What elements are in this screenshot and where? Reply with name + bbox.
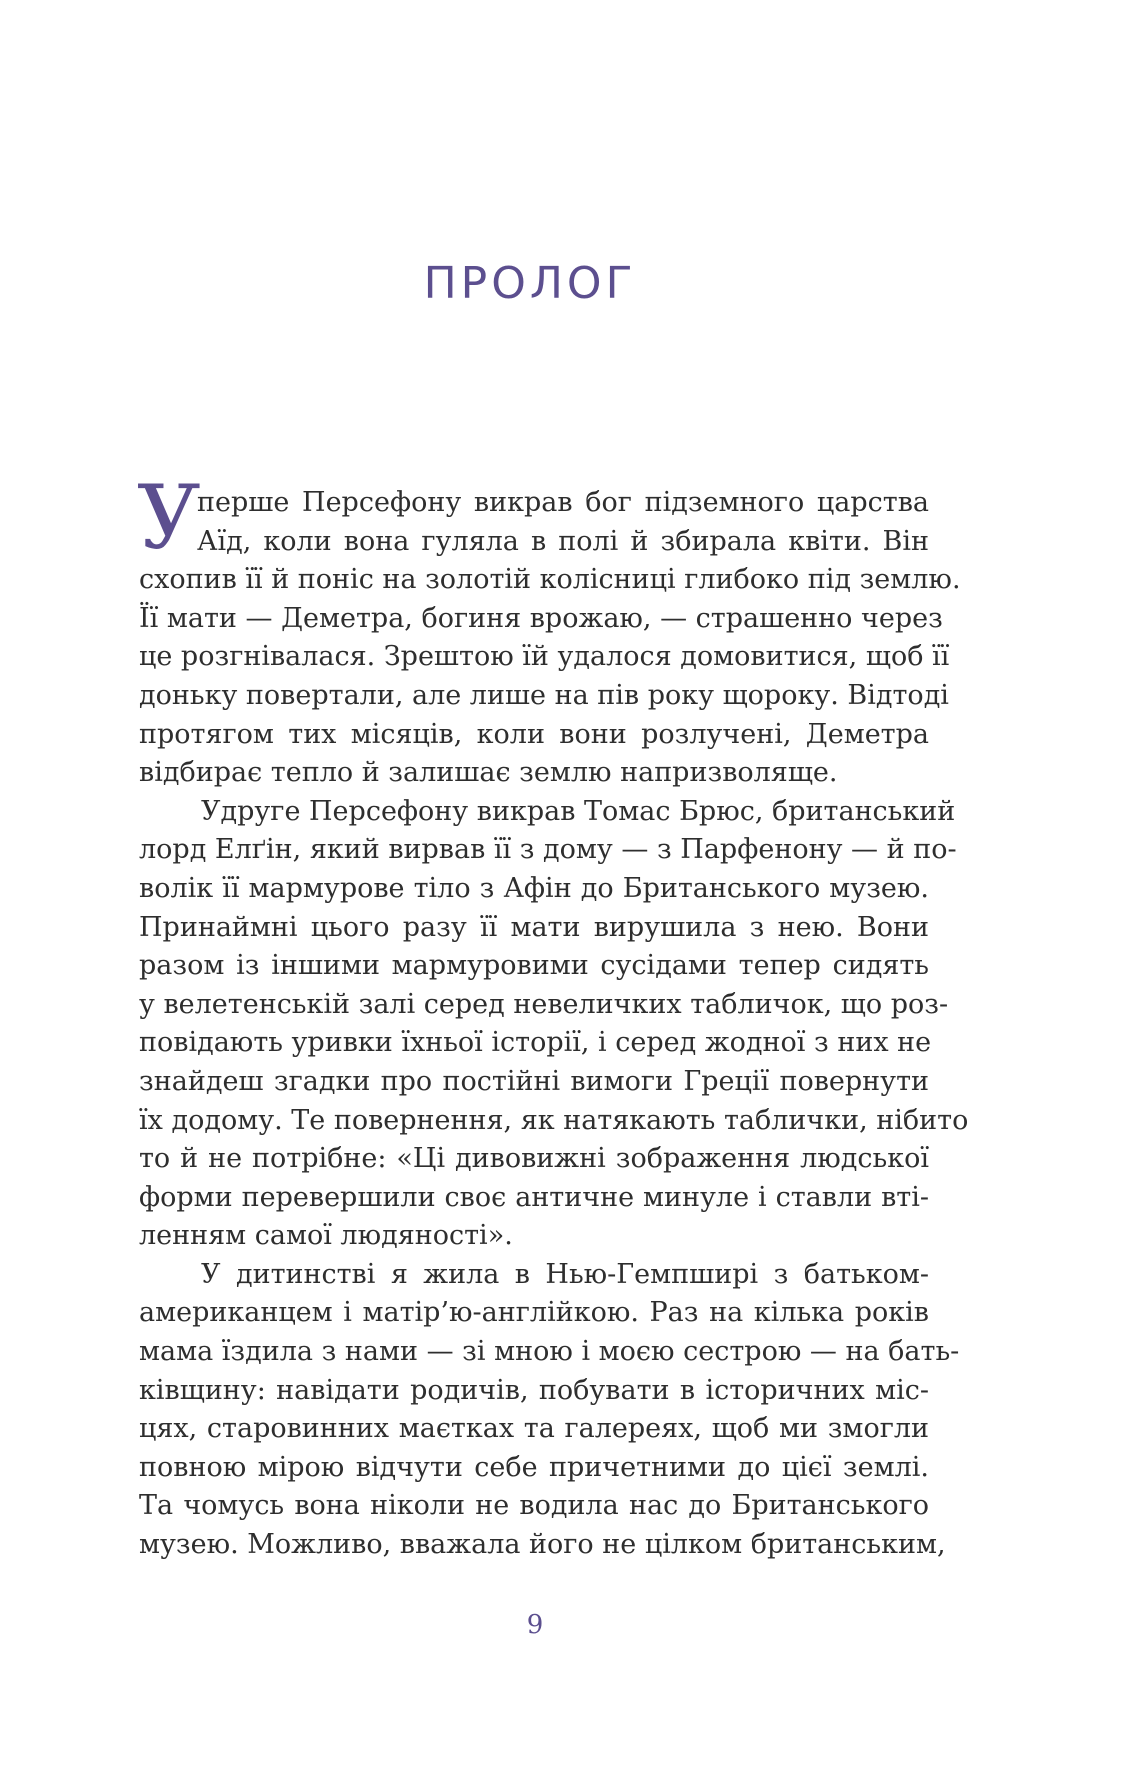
page-number: 9 xyxy=(526,1610,544,1640)
text-line: повідають уривки їхньої історії, і серед жодної з них не xyxy=(139,1027,932,1059)
text-line: то й не потрібне: «Ці дивовижні зображення людської xyxy=(139,1143,929,1175)
text-line: Удруге Персефону викрав Томас Брюс, британський xyxy=(201,795,956,827)
text-line: цях, старовинних маєтках та галереях, щоб ми змогли xyxy=(139,1413,929,1445)
text-line: лорд Елґін, який вирвав її з дому — з Парфенону — й по- xyxy=(139,834,957,866)
text-line: знайдеш згадки про постійні вимоги Греції повернути xyxy=(139,1065,929,1097)
text-line: Принаймні цього разу її мати вирушила з нею. Вони xyxy=(139,911,929,943)
text-line: мама їздила з нами — зі мною і моєю сестрою — на бать- xyxy=(139,1336,960,1368)
text-line: форми перевершили своє античне минуле і ставли вті- xyxy=(139,1181,929,1213)
text-line: їх додому. Те повернення, як натякають таблички, нібито xyxy=(139,1104,969,1136)
text-line: ківщину: навідати родичів, побувати в історичних міс- xyxy=(139,1374,929,1406)
text-line: Її мати — Деметра, богиня врожаю, — страшенно через xyxy=(139,602,943,634)
text-line: схопив її й поніс на золотій колісниці глибоко під землю. xyxy=(139,564,961,596)
body-text xyxy=(137,466,969,1565)
text-line: доньку повертали, але лише на пів року щороку. Відтоді xyxy=(139,679,949,711)
text-line: це розгнівалася. Зрештою їй удалося домовитися, щоб її xyxy=(139,641,950,673)
text-line: У дитинстві я жила в Нью-Гемпширі з батьком- xyxy=(201,1258,929,1290)
text-line: протягом тих місяців, коли вони розлучені, Деметра xyxy=(139,718,929,750)
text-line: повною мірою відчути себе причетними до цієї землі. xyxy=(139,1451,929,1483)
text-line: американцем і матір’ю-англійкою. Раз на кілька років xyxy=(139,1297,929,1329)
text-line: ленням самої людяності». xyxy=(139,1220,513,1252)
text-line: волік її мармурове тіло з Афін до Британського музею. xyxy=(139,872,929,904)
text-line: разом із іншими мармуровими сусідами тепер сидять xyxy=(139,950,929,982)
text-line: у велетенській залі серед невеличких табличок, що роз- xyxy=(139,988,949,1020)
chapter-title: ПРОЛОГ xyxy=(423,258,637,309)
text-line: музею. Можливо, вважала його не цілком британським, xyxy=(139,1529,946,1561)
text-line: відбирає тепло й залишає землю напризволяще. xyxy=(139,757,838,789)
text-line: Аїд, коли вона гуляла в полі й збирала квіти. Він xyxy=(197,525,929,557)
text-line: перше Персефону викрав бог підземного царства xyxy=(197,487,929,518)
drop-cap: У xyxy=(137,466,201,569)
text-line: Та чомусь вона ніколи не водила нас до Британського xyxy=(139,1490,929,1522)
